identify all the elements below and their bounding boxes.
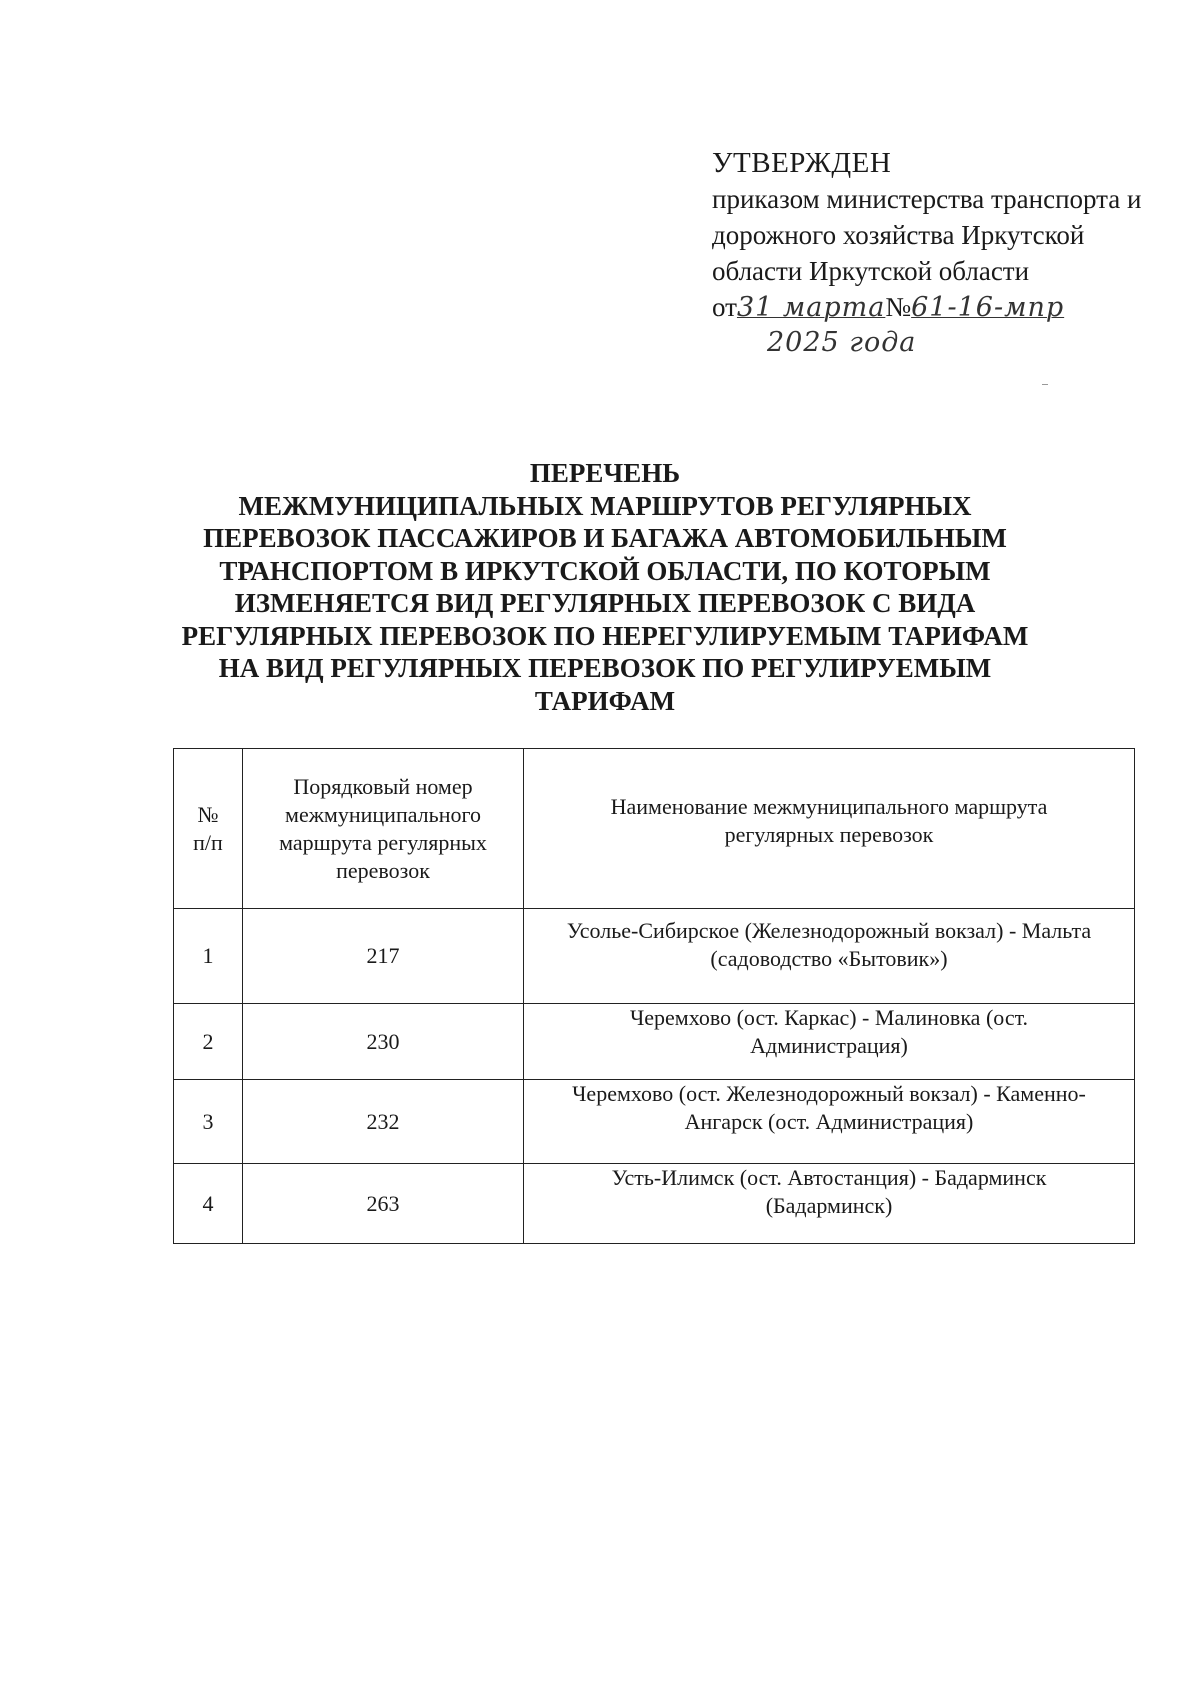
title-line: ТРАНСПОРТОМ В ИРКУТСКОЙ ОБЛАСТИ, ПО КОТОРЫМ: [219, 555, 991, 586]
title-line: МЕЖМУНИЦИПАЛЬНЫХ МАРШРУТОВ РЕГУЛЯРНЫХ: [238, 490, 972, 521]
scan-mark: [1042, 384, 1048, 385]
route-name: [524, 1004, 1135, 1080]
route-name-line: Ангарск (ост. Администрация): [684, 1109, 974, 1134]
header-text: п/п: [193, 829, 223, 855]
approval-block: [712, 145, 1182, 358]
route-name-line: (садоводство «Бытовик»): [710, 946, 948, 971]
order-reference: [712, 289, 1182, 358]
title-line: РЕГУЛЯРНЫХ ПЕРЕВОЗОК ПО НЕРЕГУЛИРУЕМЫМ ТАРИФАМ: [181, 620, 1029, 651]
header-text: №: [197, 801, 219, 827]
table-row: [174, 1004, 1135, 1080]
from-label: от: [712, 292, 737, 322]
table-header-row: [174, 749, 1135, 909]
route-name-line: Усть-Илимск (ост. Автостанция) - Бадарминск: [611, 1165, 1047, 1190]
table-row: [174, 1080, 1135, 1164]
route-name: [524, 1164, 1135, 1244]
route-name: [524, 1080, 1135, 1164]
route-name-line: Черемхово (ост. Железнодорожный вокзал) - Каменно-: [572, 1081, 1086, 1106]
approval-line: дорожного хозяйства Иркутской: [712, 220, 1085, 250]
approval-line: приказом министерства транспорта и: [712, 184, 1142, 214]
header-text: Наименование межмуниципального маршрута: [610, 794, 1048, 819]
routes-table: [173, 748, 1135, 1244]
route-number: 217: [243, 909, 524, 1004]
header-text: межмуниципального: [285, 801, 481, 827]
route-number: 263: [243, 1164, 524, 1244]
header-text: перевозок: [336, 857, 430, 883]
route-name-line: Черемхово (ост. Каркас) - Малиновка (ост.: [629, 1005, 1029, 1030]
title-line: ПЕРЕЧЕНЬ: [529, 458, 681, 488]
handwritten-year: 2025 года: [767, 327, 917, 358]
header-text: маршрута регулярных: [279, 829, 487, 855]
row-index: 3: [174, 1080, 243, 1164]
route-number: 230: [243, 1004, 524, 1080]
number-label: №: [885, 292, 912, 322]
header-route-name: [524, 749, 1135, 909]
document-title: [180, 457, 1030, 717]
route-name-line: Усолье-Сибирское (Железнодорожный вокзал) - Мальта: [566, 918, 1092, 943]
title-line: ПЕРЕВОЗОК ПАССАЖИРОВ И БАГАЖА АВТОМОБИЛЬНЫМ: [203, 523, 1007, 553]
handwritten-date: 31 марта: [736, 292, 886, 323]
header-route-number: [243, 749, 524, 909]
approval-stamp: УТВЕРЖДЕН: [712, 147, 892, 179]
header-text: Порядковый номер: [293, 773, 473, 799]
handwritten-number: 61-16-мпр: [911, 292, 1065, 323]
approval-line: области Иркутской области: [712, 256, 1030, 286]
title-line: НА ВИД РЕГУЛЯРНЫХ ПЕРЕВОЗОК ПО РЕГУЛИРУЕМЫМ: [218, 653, 992, 683]
title-line: ИЗМЕНЯЕТСЯ ВИД РЕГУЛЯРНЫХ ПЕРЕВОЗОК С ВИДА: [234, 588, 976, 618]
route-name-line: (Бадарминск): [765, 1193, 893, 1218]
route-number: 232: [243, 1080, 524, 1164]
header-text: регулярных перевозок: [724, 822, 934, 847]
row-index: 1: [174, 909, 243, 1004]
title-line: ТАРИФАМ: [534, 685, 676, 716]
route-name-line: Администрация): [750, 1033, 908, 1058]
route-name: [524, 909, 1135, 1004]
header-index: [174, 749, 243, 909]
row-index: 2: [174, 1004, 243, 1080]
table-row: [174, 1164, 1135, 1244]
table-row: [174, 909, 1135, 1004]
row-index: 4: [174, 1164, 243, 1244]
